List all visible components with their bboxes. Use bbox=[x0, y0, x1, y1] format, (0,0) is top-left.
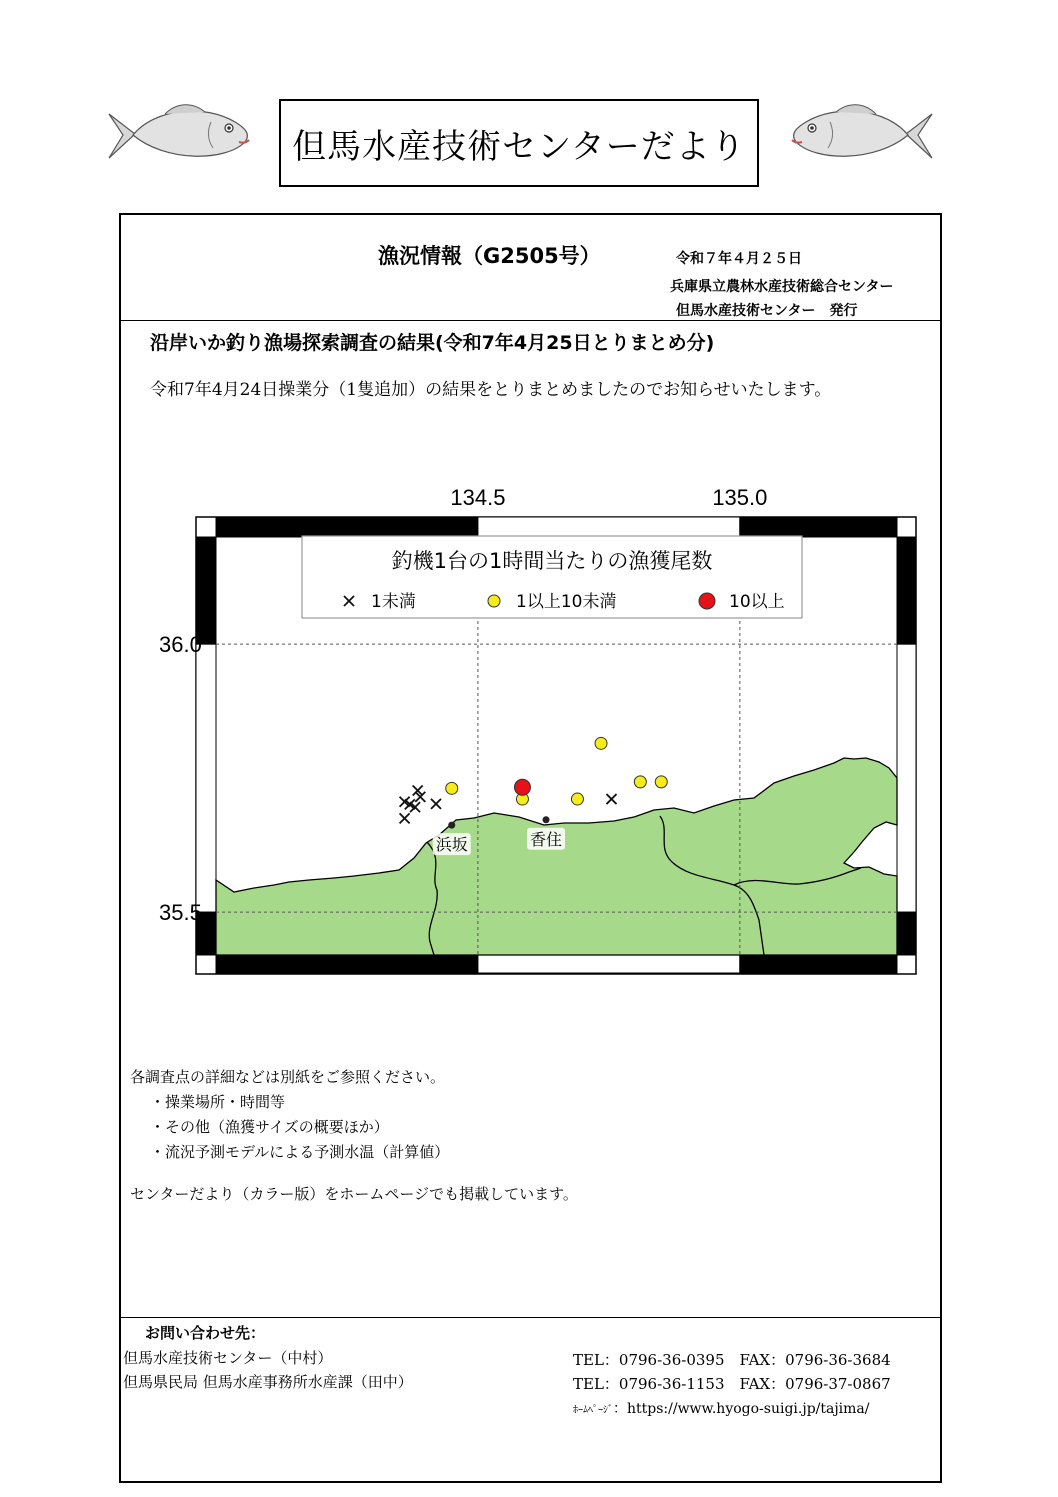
data-point-yellow bbox=[571, 793, 583, 805]
fishing-map-chart bbox=[159, 480, 919, 975]
article-body: 令和7年4月24日操業分（1隻追加）の結果をとりまとめましたのでお知らせいたします。 bbox=[150, 380, 832, 400]
homepage-link[interactable] bbox=[573, 1398, 870, 1418]
tick-label-lat: 35.5 bbox=[159, 900, 202, 926]
masthead-title: 但馬水産技術センターだより bbox=[279, 99, 759, 187]
tick-label-lat: 36.0 bbox=[159, 632, 202, 658]
frame-bar-right bbox=[897, 644, 916, 912]
contact-name-2: 但馬県民局 但馬水産事務所水産課（田中） bbox=[123, 1373, 413, 1391]
legend-label: 1以上10未満 bbox=[516, 592, 617, 612]
frame-bar-left bbox=[196, 644, 216, 912]
data-point-yellow bbox=[655, 776, 667, 788]
notes-item: ・その他（漁獲サイズの概要ほか） bbox=[150, 1118, 389, 1136]
place-label: 浜坂 bbox=[435, 835, 468, 855]
legend-title: 釣機1台の1時間当たりの漁獲尾数 bbox=[391, 549, 713, 573]
place-marker bbox=[543, 816, 550, 823]
legend-marker-circle bbox=[488, 595, 500, 607]
place-marker bbox=[448, 822, 455, 829]
frame-bar-bottom bbox=[216, 955, 478, 973]
legend-label: 1未満 bbox=[371, 592, 416, 612]
web-note: センターだより（カラー版）をホームページでも掲載しています。 bbox=[130, 1185, 578, 1203]
data-point-yellow bbox=[446, 782, 458, 794]
homepage-label: ﾎｰﾑﾍﾟｰｼﾞ bbox=[573, 1405, 613, 1416]
issue-date: 令和７年４月２５日 bbox=[676, 251, 802, 267]
frame-bar-right bbox=[897, 537, 916, 644]
place-label: 香住 bbox=[530, 829, 563, 849]
contact-tel-2: TEL：0796-36-1153 FAX：0796-37-0867 bbox=[573, 1375, 891, 1393]
notes-section bbox=[130, 1065, 449, 1165]
frame-bar-top bbox=[216, 517, 478, 537]
map-legend bbox=[302, 536, 802, 618]
data-point-red bbox=[514, 779, 530, 795]
frame-bar-top bbox=[478, 517, 740, 537]
frame-bar-right bbox=[897, 912, 916, 955]
footer-divider bbox=[119, 1317, 942, 1318]
legend-label: 10以上 bbox=[729, 592, 785, 612]
tick-label-lon: 135.0 bbox=[712, 485, 768, 510]
notes-item: ・操業場所・時間等 bbox=[150, 1093, 286, 1111]
frame-bar-top bbox=[740, 517, 897, 537]
fish-right-icon bbox=[786, 100, 936, 170]
data-point-yellow bbox=[595, 737, 607, 749]
tick-label-lon: 134.5 bbox=[450, 485, 506, 510]
contact-tel-1: TEL：0796-36-0395 FAX：0796-36-3684 bbox=[573, 1351, 891, 1369]
legend-marker-circle bbox=[699, 593, 715, 609]
contact-heading: お問い合わせ先： bbox=[145, 1324, 266, 1342]
notes-item: ・流況予測モデルによる予測水温（計算値） bbox=[150, 1143, 450, 1161]
notes-intro: 各調査点の詳細などは別紙をご参照ください。 bbox=[130, 1068, 446, 1086]
frame-bar-left bbox=[196, 537, 216, 644]
homepage-url[interactable]: ：https://www.hyogo-suigi.jp/tajima/ bbox=[613, 1401, 870, 1417]
issuing-center: 但馬水産技術センター 発行 bbox=[676, 303, 858, 319]
frame-bar-bottom bbox=[478, 955, 740, 973]
issue-title: 漁況情報（G2505号） bbox=[378, 244, 601, 268]
contact-name-1: 但馬水産技術センター（中村） bbox=[123, 1349, 333, 1367]
article-headline: 沿岸いか釣り漁場探索調査の結果(令和7年4月25日とりまとめ分) bbox=[150, 332, 715, 354]
frame-bar-bottom bbox=[740, 955, 897, 973]
data-point-yellow bbox=[634, 776, 646, 788]
header-divider bbox=[119, 320, 942, 321]
fish-left-icon bbox=[105, 100, 255, 170]
issuing-organization: 兵庫県立農林水産技術総合センター bbox=[670, 279, 894, 295]
